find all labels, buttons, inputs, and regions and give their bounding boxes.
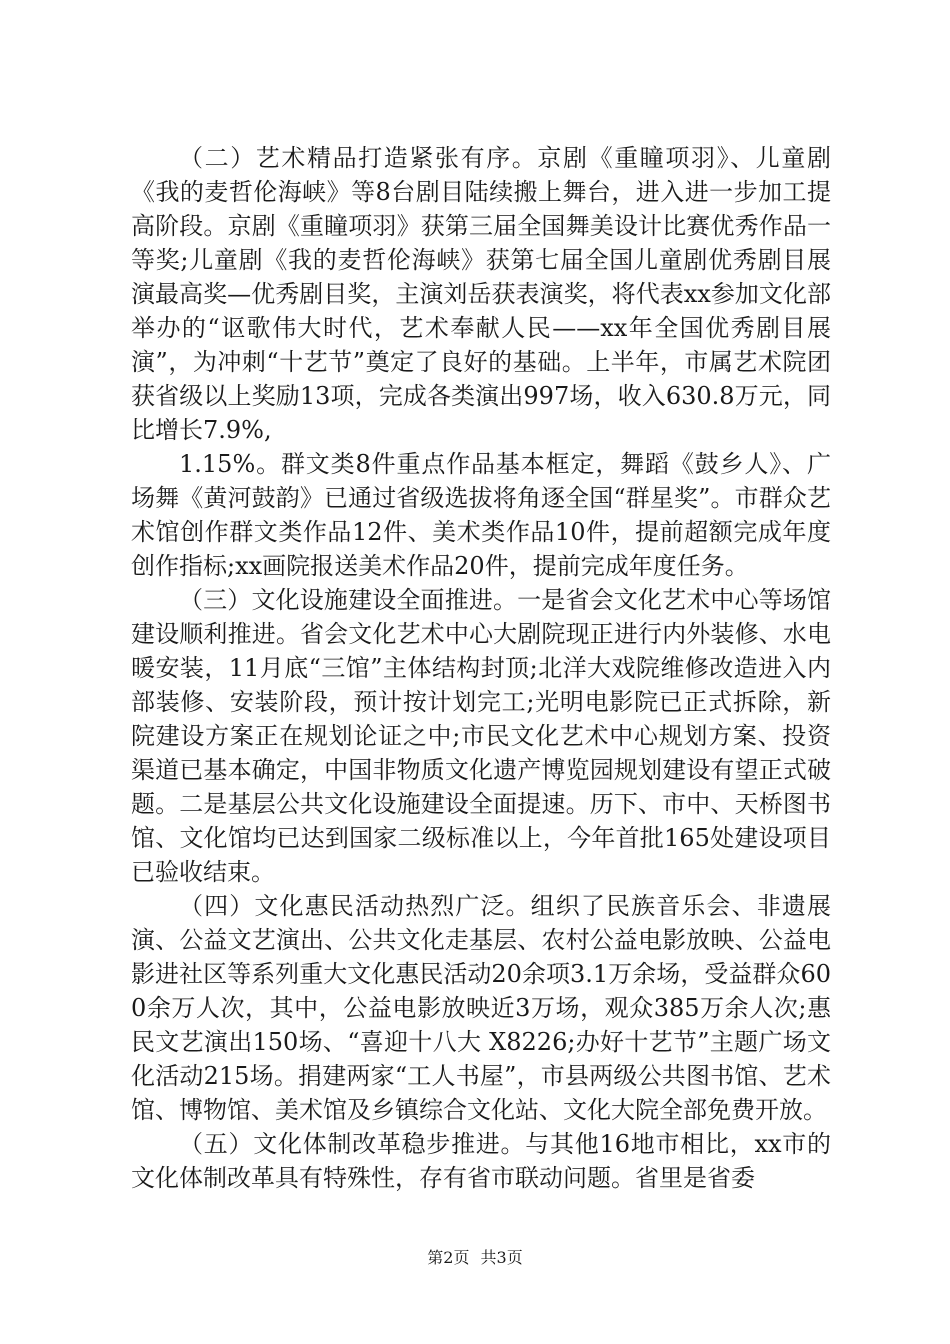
page-footer: [0, 1248, 950, 1268]
document-body: [131, 141, 831, 1195]
page-number: 第2页: [427, 1248, 470, 1267]
paragraph-facilities: （三）文化设施建设全面推进。一是省会文化艺术中心等场馆建设顺利推进。省会文化艺术中心大剧院现正进行内外装修、水电暖安装，11月底“三馆”主体结构封顶;北洋大戏院维修改造进入内部装修、安装阶段，预计按计划完工;光明电影院已正式拆除，新院建设方案正在规划论证之中;市民文化艺术中心规划方案、投资渠道已基本确定，中国非物质文化遗产博览园规划建设有望正式破题。二是基层公共文化设施建设全面提速。历下、市中、天桥图书馆、文化馆均已达到国家二级标准以上，今年首批165处建设项目已验收结束。: [131, 586, 831, 886]
paragraph-mass-culture: 1.15%。群文类8件重点作品基本框定，舞蹈《鼓乡人》、广场舞《黄河鼓韵》已通过省级选拔将角逐全国“群星奖”。市群众艺术馆创作群文类作品12件、美术类作品10件，提前超额完成年度创作指标;xx画院报送美术作品20件，提前完成年度任务。: [131, 450, 831, 580]
page-total: 共3页: [480, 1248, 523, 1267]
paragraph-art-works: （二）艺术精品打造紧张有序。京剧《重瞳项羽》、儿童剧《我的麦哲伦海峡》等8台剧目陆续搬上舞台，进入进一步加工提高阶段。京剧《重瞳项羽》获第三届全国舞美设计比赛优秀作品一等奖;儿童剧《我的麦哲伦海峡》获第七届全国儿童剧优秀剧目展演最高奖—优秀剧目奖，主演刘岳获表演奖，将代表xx参加文化部举办的“讴歌伟大时代，艺术奉献人民——xx年全国优秀剧目展演”，为冲刺“十艺节”奠定了良好的基础。上半年，市属艺术院团获省级以上奖励13项，完成各类演出997场，收入630.8万元，同比增长7.9%,: [131, 144, 831, 444]
paragraph-system-reform: （五）文化体制改革稳步推进。与其他16地市相比，xx市的文化体制改革具有特殊性，存有省市联动问题。省里是省委: [131, 1130, 831, 1192]
paragraph-cultural-activities: （四）文化惠民活动热烈广泛。组织了民族音乐会、非遗展演、公益文艺演出、公共文化走基层、农村公益电影放映、公益电影进社区等系列重大文化惠民活动20余项3.1万余场，受益群众600余万人次，其中，公益电影放映近3万场，观众385万余人次;惠民文艺演出150场、“喜迎十八大 X8226;办好十艺节”主题广场文化活动215场。捐建两家“工人书屋”，市县两级公共图书馆、艺术馆、博物馆、美术馆及乡镇综合文化站、文化大院全部免费开放。: [131, 892, 831, 1124]
